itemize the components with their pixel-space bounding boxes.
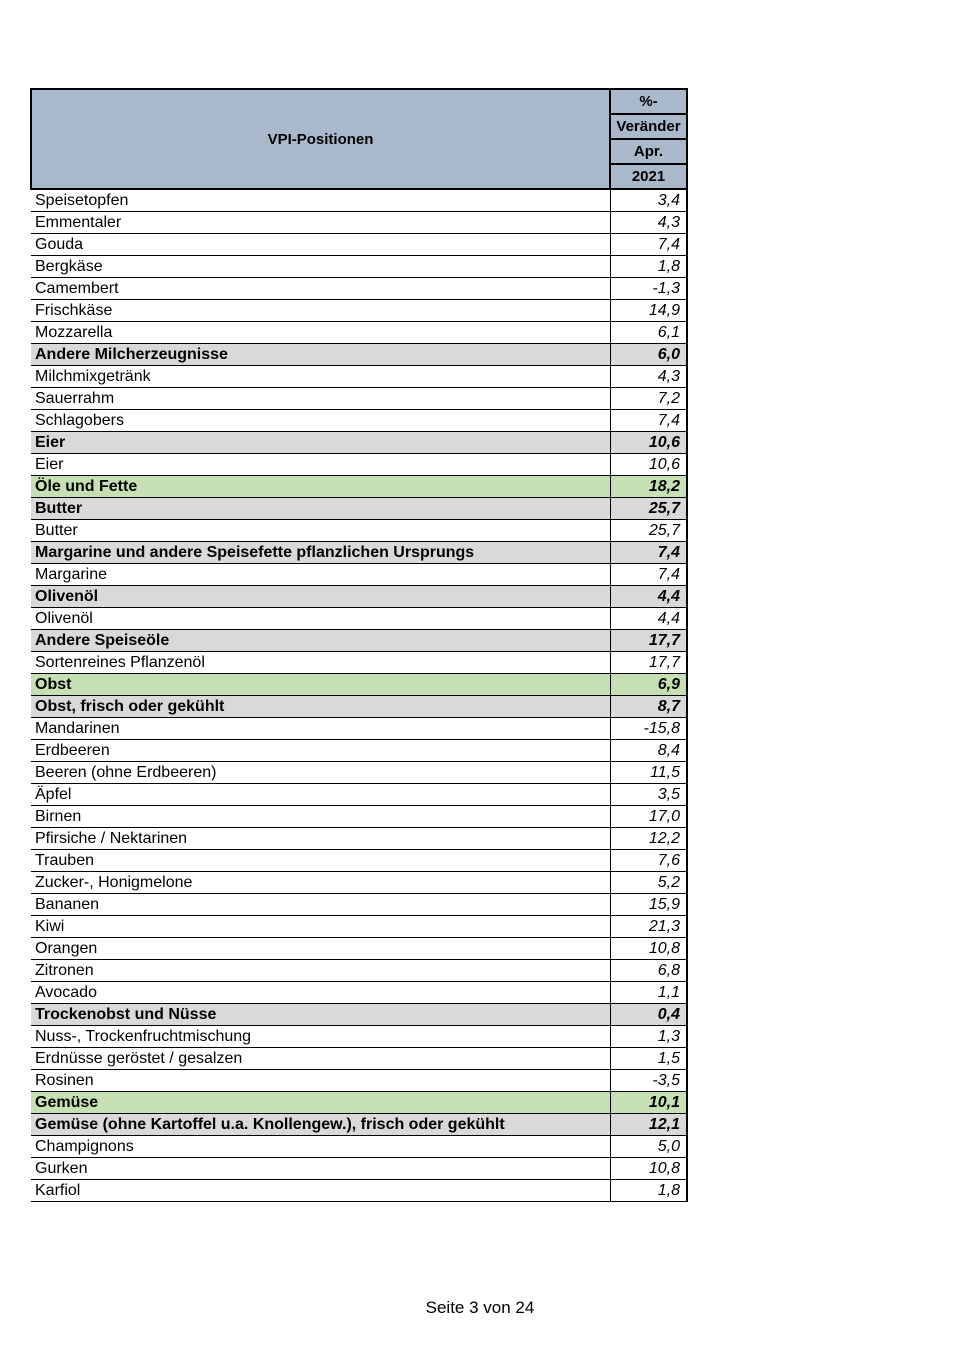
row-value: 6,1 — [610, 322, 687, 344]
row-value: 10,6 — [610, 432, 687, 454]
table-row — [31, 234, 687, 256]
table-row — [31, 1092, 687, 1114]
table-header — [31, 89, 687, 189]
table-row — [31, 388, 687, 410]
table-row — [31, 982, 687, 1004]
header-change-label-1: %- — [610, 89, 687, 114]
table-row — [31, 894, 687, 916]
row-value: -3,5 — [610, 1070, 687, 1092]
row-value: 1,1 — [610, 982, 687, 1004]
page-footer: Seite 3 von 24 — [425, 1298, 535, 1317]
row-value: 1,8 — [610, 1180, 687, 1202]
row-label: Öle und Fette — [31, 476, 610, 498]
row-label: Erdnüsse geröstet / gesalzen — [31, 1048, 610, 1070]
table-row — [31, 938, 687, 960]
row-label: Trockenobst und Nüsse — [31, 1004, 610, 1026]
table-row — [31, 1158, 687, 1180]
table-row — [31, 1114, 687, 1136]
table-row — [31, 828, 687, 850]
row-label: Butter — [31, 498, 610, 520]
row-value: 8,7 — [610, 696, 687, 718]
row-value: 12,1 — [610, 1114, 687, 1136]
row-label: Eier — [31, 454, 610, 476]
vpi-table — [30, 88, 688, 1202]
row-label: Zucker-, Honigmelone — [31, 872, 610, 894]
row-value: 11,5 — [610, 762, 687, 784]
row-label: Camembert — [31, 278, 610, 300]
row-label: Zitronen — [31, 960, 610, 982]
row-label: Trauben — [31, 850, 610, 872]
row-label: Äpfel — [31, 784, 610, 806]
row-value: 7,4 — [610, 542, 687, 564]
table-row — [31, 520, 687, 542]
table-row — [31, 1136, 687, 1158]
row-label: Gouda — [31, 234, 610, 256]
table-row — [31, 762, 687, 784]
table-row — [31, 916, 687, 938]
table-row — [31, 674, 687, 696]
row-value: 10,8 — [610, 1158, 687, 1180]
table-body — [31, 189, 687, 1202]
table-row — [31, 189, 687, 212]
row-label: Nuss-, Trockenfruchtmischung — [31, 1026, 610, 1048]
row-value: 6,9 — [610, 674, 687, 696]
row-label: Mozzarella — [31, 322, 610, 344]
table-row — [31, 432, 687, 454]
row-label: Andere Speiseöle — [31, 630, 610, 652]
table-row — [31, 498, 687, 520]
table-row — [31, 1180, 687, 1202]
row-label: Gemüse (ohne Kartoffel u.a. Knollengew.), frisch oder gekühlt — [31, 1114, 610, 1136]
row-label: Speisetopfen — [31, 189, 610, 212]
row-label: Emmentaler — [31, 212, 610, 234]
header-month: Apr. — [610, 139, 687, 164]
row-label: Avocado — [31, 982, 610, 1004]
row-value: 25,7 — [610, 498, 687, 520]
table-row — [31, 366, 687, 388]
row-value: 15,9 — [610, 894, 687, 916]
row-label: Obst, frisch oder gekühlt — [31, 696, 610, 718]
row-value: 7,4 — [610, 564, 687, 586]
row-label: Margarine — [31, 564, 610, 586]
row-label: Orangen — [31, 938, 610, 960]
row-value: 6,0 — [610, 344, 687, 366]
row-label: Kiwi — [31, 916, 610, 938]
table-row — [31, 586, 687, 608]
row-value: 4,3 — [610, 212, 687, 234]
row-value: 4,3 — [610, 366, 687, 388]
table-row — [31, 256, 687, 278]
table-row — [31, 630, 687, 652]
row-value: 6,8 — [610, 960, 687, 982]
row-label: Beeren (ohne Erdbeeren) — [31, 762, 610, 784]
row-label: Olivenöl — [31, 608, 610, 630]
table-row — [31, 212, 687, 234]
table-row — [31, 652, 687, 674]
row-label: Bananen — [31, 894, 610, 916]
row-label: Milchmixgetränk — [31, 366, 610, 388]
row-value: 7,4 — [610, 410, 687, 432]
row-value: -1,3 — [610, 278, 687, 300]
row-value: 12,2 — [610, 828, 687, 850]
row-value: 17,7 — [610, 630, 687, 652]
row-label: Butter — [31, 520, 610, 542]
row-value: 7,6 — [610, 850, 687, 872]
row-value: 14,9 — [610, 300, 687, 322]
row-value: 1,5 — [610, 1048, 687, 1070]
table-row — [31, 740, 687, 762]
row-value: 1,8 — [610, 256, 687, 278]
table-row — [31, 960, 687, 982]
table-row — [31, 1070, 687, 1092]
row-value: 21,3 — [610, 916, 687, 938]
row-label: Rosinen — [31, 1070, 610, 1092]
row-value: 4,4 — [610, 586, 687, 608]
row-label: Sauerrahm — [31, 388, 610, 410]
row-value: 3,5 — [610, 784, 687, 806]
row-label: Erdbeeren — [31, 740, 610, 762]
row-label: Eier — [31, 432, 610, 454]
table-row — [31, 784, 687, 806]
row-label: Pfirsiche / Nektarinen — [31, 828, 610, 850]
table-row — [31, 454, 687, 476]
row-label: Sortenreines Pflanzenöl — [31, 652, 610, 674]
header-title: VPI-Positionen — [31, 89, 610, 189]
table-row — [31, 850, 687, 872]
table-row — [31, 542, 687, 564]
table-row — [31, 278, 687, 300]
table-row — [31, 1004, 687, 1026]
row-label: Andere Milcherzeugnisse — [31, 344, 610, 366]
header-change-label-2: Veränder — [610, 114, 687, 139]
row-value: 25,7 — [610, 520, 687, 542]
row-value: 17,7 — [610, 652, 687, 674]
row-value: -15,8 — [610, 718, 687, 740]
table-row — [31, 718, 687, 740]
row-label: Obst — [31, 674, 610, 696]
row-label: Gemüse — [31, 1092, 610, 1114]
row-label: Bergkäse — [31, 256, 610, 278]
table-row — [31, 806, 687, 828]
row-value: 7,4 — [610, 234, 687, 256]
table-row — [31, 564, 687, 586]
row-value: 5,2 — [610, 872, 687, 894]
table-row — [31, 344, 687, 366]
row-value: 18,2 — [610, 476, 687, 498]
row-value: 3,4 — [610, 189, 687, 212]
table-row — [31, 300, 687, 322]
row-label: Margarine und andere Speisefette pflanzlichen Ursprungs — [31, 542, 610, 564]
row-label: Karfiol — [31, 1180, 610, 1202]
table-row — [31, 1048, 687, 1070]
table-row — [31, 322, 687, 344]
row-label: Frischkäse — [31, 300, 610, 322]
row-value: 5,0 — [610, 1136, 687, 1158]
row-label: Gurken — [31, 1158, 610, 1180]
table-row — [31, 608, 687, 630]
row-label: Mandarinen — [31, 718, 610, 740]
row-label: Olivenöl — [31, 586, 610, 608]
row-label: Birnen — [31, 806, 610, 828]
row-value: 7,2 — [610, 388, 687, 410]
row-value: 10,1 — [610, 1092, 687, 1114]
row-value: 10,8 — [610, 938, 687, 960]
table-row — [31, 872, 687, 894]
row-value: 17,0 — [610, 806, 687, 828]
table-row — [31, 696, 687, 718]
row-value: 10,6 — [610, 454, 687, 476]
row-value: 4,4 — [610, 608, 687, 630]
row-label: Champignons — [31, 1136, 610, 1158]
header-year: 2021 — [610, 164, 687, 189]
table-row — [31, 410, 687, 432]
row-value: 1,3 — [610, 1026, 687, 1048]
table-row — [31, 1026, 687, 1048]
table-row — [31, 476, 687, 498]
row-value: 0,4 — [610, 1004, 687, 1026]
row-value: 8,4 — [610, 740, 687, 762]
row-label: Schlagobers — [31, 410, 610, 432]
